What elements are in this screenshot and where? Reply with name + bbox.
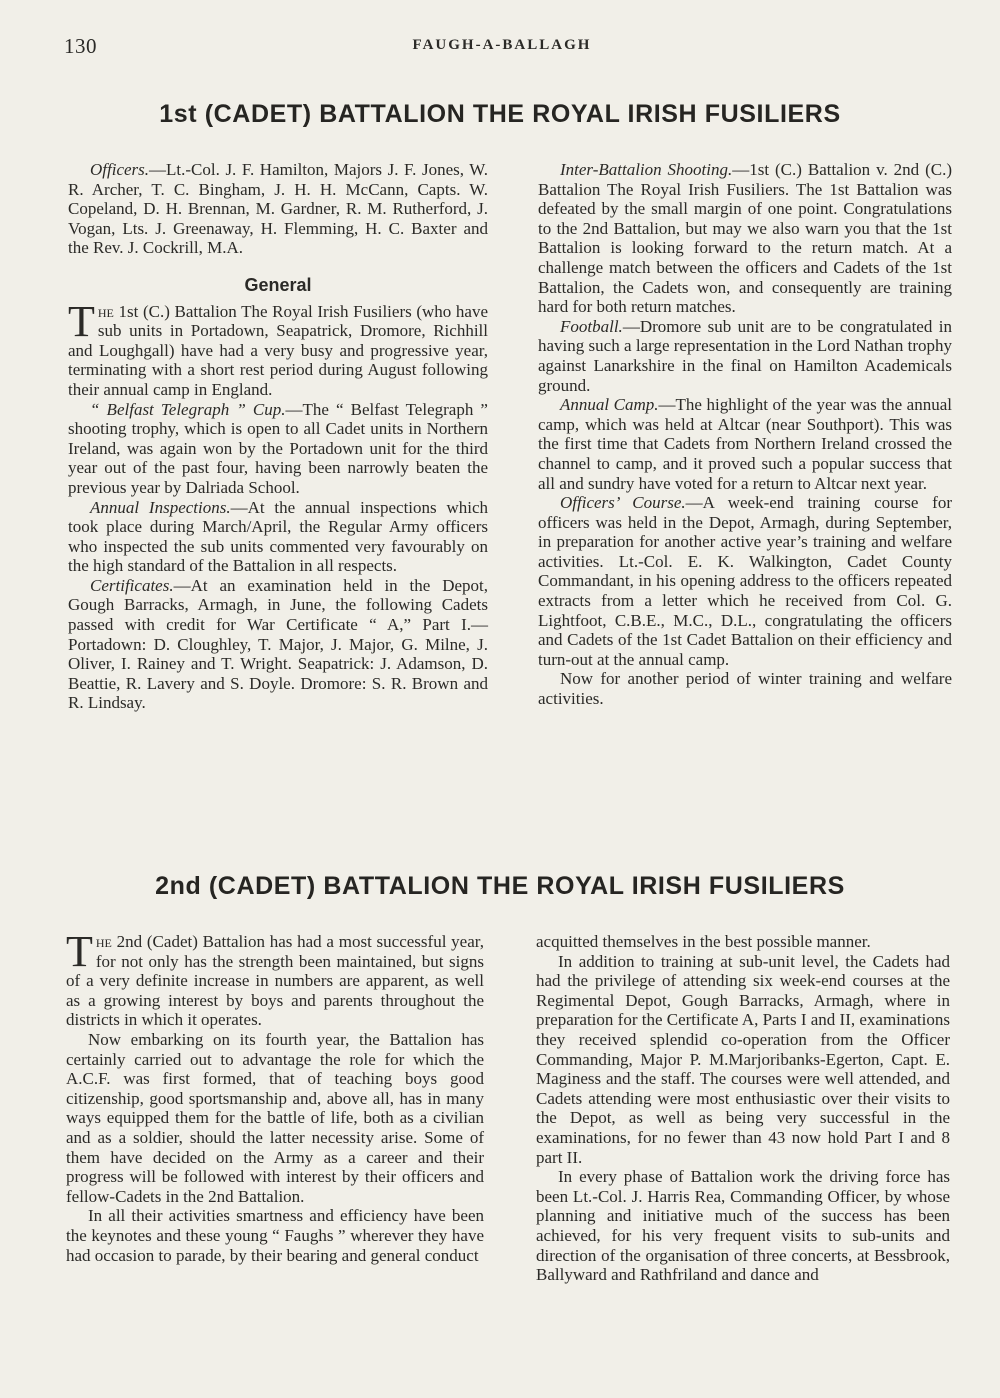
section1-left-column: [68, 160, 488, 713]
shooting-paragraph: [538, 160, 952, 317]
certificates-lead: Certificates.: [90, 575, 174, 595]
smallcaps-lead: he: [95, 932, 112, 951]
football-lead: Football.: [560, 316, 623, 336]
course-lead: Officers’ Course.: [560, 493, 686, 513]
telegraph-lead: “ Belfast Telegraph ” Cup.: [90, 399, 286, 419]
inspections-lead: Annual Inspections.: [90, 497, 231, 517]
officers-lead: Officers.: [90, 160, 150, 179]
dropcap: T: [68, 296, 95, 346]
section1-right-column: [538, 160, 952, 709]
general-text: 1st (C.) Battalion The Royal Irish Fusiliers (who have sub units in Portadown, Seapatrick, Dromore, Richhill and Loughgall) have had a very busy and progressive year, terminating with a short rest period during August following their annual camp in England.: [68, 301, 488, 399]
football-paragraph: [538, 317, 952, 395]
shooting-lead: Inter-Battalion Shooting.: [560, 160, 733, 179]
general-heading: General: [244, 274, 312, 295]
shooting-text: —1st (C.) Battalion v. 2nd (C.) Battalion The Royal Irish Fusiliers. The 1st Battalion was defeated by the small margin of one point. Congratulations to the 2nd Battalion, but may we also warn you that the 1st Battalion is looking forward to the return match. At a challenge match between the officers and Cadets of the 1st Battalion, the Cadets won, and consequently are training hard for both return matches.: [538, 160, 952, 317]
course-text: —A week-end training course for officers was held in the Depot, Armagh, during September, in preparation for another active year’s training and welfare activities. Lt.-Col. E. K. Walkington, Cadet County Commandant, in his opening address to the officers repeated extracts from a letter which he received from Col. G. Lightfoot, C.B.E., M.C., D.L., congratulating the officers and Cadets of the 1st Cadet Battalion on their efficiency and turn-out at the annual camp.: [538, 493, 952, 669]
page-header: [64, 34, 940, 60]
dropcap: T: [66, 927, 93, 976]
closing-paragraph: Now for another period of winter training and welfare activities.: [538, 669, 952, 709]
certificates-text: —At an examination held in the Depot, Gough Barracks, Armagh, in June, the following Cadets passed with credit for War Certificate “ A,” Part I.—Portadown: D. Cloughley, T. Major, J. Major, G. Milne, J. Oliver, I. Rainey and T. Wright. Seapatrick: J. Adamson, D. Beattie, R. Lavery and S. Doyle. Dromore: S. R. Brown and R. Lindsay.: [68, 575, 488, 713]
section-title-1st-battalion: 1st (CADET) BATTALION THE ROYAL IRISH FUSILIERS: [159, 100, 841, 128]
inspections-paragraph: [68, 498, 488, 576]
section2-left-column: [66, 927, 484, 1265]
inspections-text: —At the annual inspections which took place during March/April, the Regular Army officers who inspected the sub units commented very favourably on the high standard of the Battalion in all respects.: [68, 497, 488, 576]
section2-p3: In all their activities smartness and efficiency have been the keynotes and these young “ Faughs ” wherever they have had occasion to parade, by their bearing and general conduct: [66, 1206, 484, 1265]
officers-paragraph: [68, 160, 488, 258]
camp-lead: Annual Camp.: [560, 395, 659, 415]
section2-p1-text: 2nd (Cadet) Battalion has had a most successful year, for not only has the strength been maintained, but signs of a very definite increase in numbers are apparent, as well as a growing interest by boys and parents throughout the districts in which it operates.: [66, 932, 484, 1030]
section2-right-p2: In addition to training at sub-unit level, the Cadets had had the privilege of attending six week-end courses at the Regimental Depot, Gough Barracks, Armagh, where in preparation for the Certificate A, Parts I and II, examinations they received splendid co-operation from the Officer Commanding, Major P. M.Marjoribanks-Egerton, Capt. E. Maginess and the staff. The courses were well attended, and Cadets attending were most enthusiastic over their visits to the Depot, as well as being very successful in the examinations, for no fewer than 43 now hold Part I and 8 part II.: [536, 951, 950, 1167]
section2-right-p3: In every phase of Battalion work the driving force has been Lt.-Col. J. Harris Rea, Commanding Officer, by whose planning and initiative much of the success has been achieved, for his very frequent visits to sub-units and direction of the organisation of three concerts, at Bessbrook, Ballyward and Rathfriland and dance and: [536, 1167, 950, 1285]
general-paragraph: [68, 296, 488, 400]
camp-text: —The highlight of the year was the annual camp, which was held at Altcar (near Southport). This was the first time that Cadets from Northern Ireland crossed the channel to camp, and it proved such a popular success that all and sundry have voted for a return to Altcar next year.: [538, 395, 952, 493]
officers-text: —Lt.-Col. J. F. Hamilton, Majors J. F. Jones, W. R. Archer, T. C. Bingham, J. H. H. McCann, Capts. W. Copeland, D. H. Brennan, M. Gardner, R. M. Rutherford, J. Vogan, Lts. J. Greenaway, H. Flemming, H. C. Baxter and the Rev. J. Cockrill, M.A.: [68, 160, 488, 258]
telegraph-text: —The “ Belfast Telegraph ” shooting trophy, which is open to all Cadet units in Northern Ireland, was again won by the Portadown unit for the third year out of the past four, having been narrowly beaten the previous year by Dalriada School.: [68, 399, 488, 497]
smallcaps-lead: he: [97, 301, 114, 321]
section2-right-column: [536, 932, 950, 1285]
certificates-paragraph: [68, 576, 488, 713]
page-number: 130: [64, 34, 97, 58]
section2-p2: Now embarking on its fourth year, the Battalion has certainly carried out to advantage the role for which the A.C.F. was first formed, that of teaching boys good citizenship, good sportsmanship and, above all, has in many ways equipped them for the battle of life, both as a civilian and as a soldier, should the latter necessity arise. Some of them have decided on the Army as a career and their progress will be followed with interest by their officers and fellow-Cadets in the 2nd Battalion.: [66, 1029, 484, 1206]
telegraph-paragraph: [68, 400, 488, 498]
camp-paragraph: [538, 395, 952, 493]
section2-right-p1: acquitted themselves in the best possible manner.: [536, 932, 871, 951]
section2-p1: [66, 927, 484, 1030]
football-text: —Dromore sub unit are to be congratulated in having such a large representation in the Lord Nathan trophy against Lanarkshire in the final on Hamilton Academicals ground.: [538, 316, 952, 395]
course-paragraph: [538, 493, 952, 669]
running-title: FAUGH-A-BALLAGH: [412, 37, 592, 53]
section-title-2nd-battalion: 2nd (CADET) BATTALION THE ROYAL IRISH FUSILIERS: [155, 872, 845, 900]
